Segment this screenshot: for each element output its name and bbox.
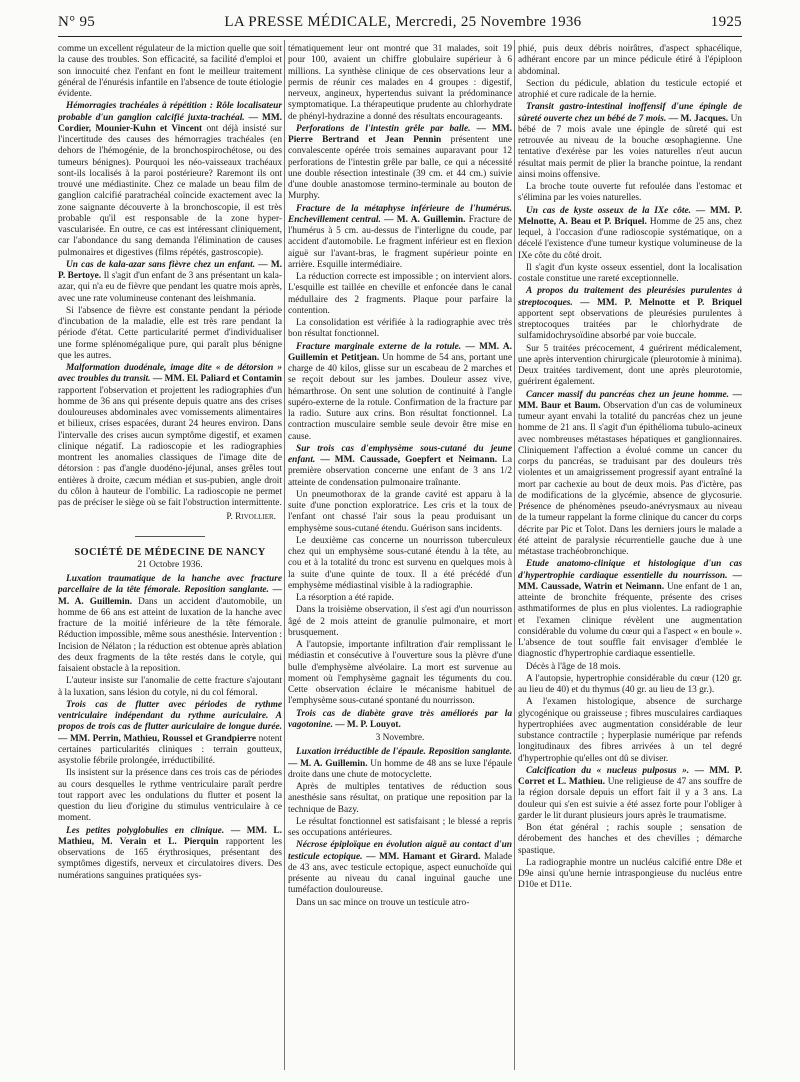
paragraph: Ils insistent sur la présence dans ces trois cas de périodes au cours desquelles le rythme ventriculaire paraît perdre tout rapport avec les ondulations du flutter et posent la question du lieu d'origine du stimulus ventriculaire à ce moment.: [58, 768, 282, 824]
article-authors: — MM. El. Paliard et Contamin: [152, 374, 282, 385]
paragraph: tématiquement leur ont montré que 31 malades, soit 19 pour 100, avaient un chiffre globulaire supérieur à 6 millions. La synthèse clinique de ces observations leur a permis de réunir ces malades en 4 groupes : digestif, nerveux, angineux, hypertendus suivant la prédominance symptomatique. La thérapeutique prudente au chlorhydrate de phényl-hydrazine a donné des résultats encourageants.: [288, 44, 512, 122]
article-title: A propos du traitement des pleurésies purulentes à streptocoques.: [518, 286, 742, 308]
article-text: Un bébé de 7 mois avale une épingle de sûreté qui est retrouvée au niveau de la bouche œsophagienne. Une tentative d'exérèse par les voies naturelles n'eut aucun résultat mais permit de plier la branche pointue, la rendant ainsi moins offensive.: [518, 113, 742, 180]
session-date: 3 Novembre.: [375, 733, 425, 743]
article-entry: [288, 840, 512, 896]
paragraph: La résorption a été rapide.: [296, 593, 394, 603]
section-heading: SOCIÉTÉ DE MÉDECINE DE NANCY: [74, 546, 266, 558]
article-authors: — M. P. Bertoye.: [58, 259, 282, 281]
paragraph: La broche toute ouverte fut refoulée dans l'estomac et s'élimina par les voies naturelles.: [518, 182, 742, 204]
paragraph: Il s'agit d'un kyste osseux essentiel, dont la localisation costale constitue une rareté exceptionnelle.: [518, 262, 742, 284]
article-title: Malformation duodénale, image dite « de détorsion » avec troubles du transit.: [58, 363, 282, 385]
article-text: Homme de 25 ans, chez lequel, à l'occasion d'une radioscopie systématique, on a décelé l'existence d'une tumeur kystique volumineuse de la IXe côte du côté droit.: [518, 216, 742, 261]
paragraph: A l'autopsie, importante infiltration d'air remplissant le médiastin et consécutive à l'ouverture sous la plèvre d'une bulle d'emphysème alvéolaire. La mort est survenue au moment où l'emphysème gagnait les téguments du cou. Cette observation éclaire le mécanisme habituel de l'emphysème sous-cutané spontané du nourrisson.: [288, 640, 512, 707]
article-entry: [58, 826, 282, 882]
article-text: Malade de 43 ans, avec testicule ectopique, aspect eunuchoïde qui présente au niveau du canal inguinal gauche une tuméfaction douloureuse.: [288, 851, 512, 896]
article-authors: — MM. P. Melnotte et P. Briquel: [580, 297, 742, 308]
article-text: rapportent l'observation et projettent les radiographies d'un homme de 36 ans qui présente depuis quatre ans des crises douloureuses abdominales avec vomissements alimentaires et bilieux, crises espacées, durant 24 heures environ. Dans l'intervalle des crises aucun symptôme digestif, et examen clinique négatif. La radioscopie et les radiographies montrent les anomalies classiques de l'image dite de détorsion : pas d'angle duodéno-jéjunal, anses grêles tout entières à droite, cæcum médian et sus-pubien, angle droit du côlon à hauteur de l'ombilic. La radioscopie ne permet pas de préciser le siège où se fait l'obstruction intermittente.: [58, 385, 282, 508]
article-authors: — M. Jacques.: [668, 113, 729, 124]
article-title: Etude anatomo-clinique et histologique d'un cas d'hypertrophie cardiaque essentielle du nourrisson.: [518, 559, 742, 581]
paragraph: A l'examen histologique, absence de surcharge glycogénique ou graisseuse ; fibres musculaires cardiaques hypertrophiées avec augmentation considérable de leur substance contractile ; hyperplasie numérique par refends longitudinaux des fibres arrivées à un tel degré d'hypertrophie qu'elles ont dû se diviser.: [518, 697, 742, 764]
session-date: 21 Octobre 1936.: [137, 559, 203, 570]
signature: P. Rivollier.: [226, 512, 276, 523]
paragraph: Le résultat fonctionnel est satisfaisant ; le blessé a repris ses occupations antérieures.: [288, 816, 512, 838]
article-title: Sur trois cas d'emphysème sous-cutané du jeune enfant.: [288, 443, 512, 465]
article-text: Une enfant de 1 an, atteinte de bronchite fréquente, présente des crises asthmatiformes de plus en plus violentes. La radiographie et l'examen clinique révèlent une augmentation considérable du volume du cœur qui a l'aspect « en boule ». L'absence de tout souffle fait envisager d'emblée le diagnostic d'hypertrophie cardiaque essentielle.: [518, 581, 742, 660]
article-title: Calcification du « nucleus pulposus ».: [526, 765, 690, 776]
paragraph: Sur 5 traitées précocement, 4 guérirent médicalement, une après intervention chirurgicale (pleurotomie à minima). Deux traitées tardivement, dont une après pleurotomie, guérirent également.: [518, 343, 742, 388]
column-rule: [284, 40, 285, 1070]
article-title: Hémorragies trachéales à répétition : Rôle localisateur probable d'un ganglion calcifié juxta-trachéal.: [58, 101, 282, 123]
paragraph: phié, puis deux débris noirâtres, d'aspect sphacélique, adhérant encore par un mince pédicule étiré à l'épiploon abdominal.: [518, 44, 742, 77]
article-title: Trois cas de flutter avec périodes de rythme ventriculaire indépendant du rythme auriculaire. A propos de trois cas de flutter auriculaire de longue durée.: [58, 699, 282, 733]
article-title: Luxation traumatique de la hanche avec fracture parcellaire de la tête fémorale. Reposition sanglante.: [58, 574, 282, 596]
article-entry: [58, 101, 282, 259]
column-1: [58, 44, 282, 1074]
article-authors: — MM. Caussade, Goepfert et Neimann.: [320, 455, 498, 465]
column-2: [288, 44, 512, 1074]
article-text: Un homme de 54 ans, portant une charge de 40 kilos, glisse sur un escabeau de 2 marches et se reçoit debout sur les jambes. Douleur assez vive, hémarthrose. On sent une solution de continuité à l'angle supéro-externe de la rotule. Confirmation de la fracture par la radio. Suture aux crins. Bon résultat fonctionnel. La contraction musculaire semble seule devoir être mise en cause.: [288, 352, 512, 442]
article-title: Les petites polyglobulies en clinique.: [66, 825, 225, 836]
article-title: Cancer massif du pancréas chez un jeune homme.: [526, 389, 729, 400]
article-title: Un cas de kala-azar sans fièvre chez un enfant.: [66, 259, 256, 270]
article-text: La première observation concerne une enfant de 3 ans 1/2 atteinte de condensation pulmonaire traînante.: [288, 455, 512, 488]
article-text: rapportent les observations de 165 érythrosiques, présentant des symptômes digestifs, nerveux et circulatoires divers. Des numérations sanguines pratiquées sys-: [58, 836, 282, 881]
article-text: Dans un accident d'automobile, un homme de 66 ans est atteint de luxation de la hanche avec fracture de la moitié inférieure de la tête fémorale. Réduction impossible, même sous anesthésie. Intervention : Incision de Nélaton ; la réduction est obtenue après ablation des deux fragments de la tête restés dans le cotyle, qui faisaient obstacle à la reposition.: [58, 596, 282, 674]
paragraph: Après de multiples tentatives de réduction sous anesthésie sans résultat, on pratique une reposition par la technique de Bazy.: [288, 782, 512, 815]
article-authors: — MM. Pierre Bertrand et Jean Pennin: [288, 123, 512, 145]
article-authors: — MM. A. Guillemin et Petitjean.: [288, 341, 512, 363]
article-authors: — MM. Cordier, Mounier-Kuhn et Vincent: [58, 112, 282, 134]
article-entry: [518, 559, 742, 660]
article-text: ont déjà insisté sur l'incertitude des causes des hémorragies trachéales (en dehors de l'hémogénie, de la bronchospirochétose, ou des tumeurs bénignes). Pourquoi les néo-vaisseaux trachéaux sont-ils localisés à la paroi postérieure? Raremont ils ont trouvé une médiastinite. Chez ce malade un beau film de ganglion calcifié paratrachéal coïncide exactement avec la zone saignante découverte à la bronchoscopie, il est très probable qu'il est responsable de la zone hyper-vascularisée. En outre, ce cas est intéressant cliniquement, car l'abondance du sang demanda l'élimination de causes pulmonaires et digestives (films répétés, gastroscopie).: [58, 123, 282, 258]
header-rule: [58, 36, 742, 37]
article-text: notent certaines particularités cliniques : terrain goutteux, asystolie fébrile prolongée, irréductibilité.: [58, 733, 282, 766]
article-title: Perforations de l'intestin grêle par balle.: [296, 123, 471, 134]
article-title: Fracture marginale externe de la rotule.: [296, 341, 462, 352]
article-text: Une religieuse de 47 ans souffre de la région dorsale depuis un effort fait il y a 3 ans. La douleur qui s'en est suivie a été assez forte pour l'obliger à garder le lit durant plusieurs jours après le traumatisme.: [518, 777, 742, 821]
column-3: [518, 44, 742, 1074]
article-authors: — MM. P. Melnotte, A. Beau et P. Briquel.: [518, 205, 742, 227]
paragraph: L'auteur insiste sur l'anomalie de cette fracture s'ajoutant à la luxation, sans lésion du cotyle, ni du col fémoral.: [58, 676, 282, 698]
article-authors: — MM. L. Mathieu, M. Verain et L. Pierquin: [58, 825, 282, 847]
paragraph: Dans un sac mince on trouve un testicule atro-: [296, 897, 470, 908]
article-entry: [518, 102, 742, 181]
paragraph: A l'autopsie, hypertrophie considérable du cœur (120 gr. au lieu de 40) et du thymus (40 gr. au lieu de 13 gr.).: [518, 673, 742, 695]
article-text: Observation d'un cas de volumineux tumeur ayant envahi la totalité du pancréas chez un jeune homme de 21 ans. Il s'agit d'un épithélioma tubulo-acineux avec nombreuses métastases hépatiques et ganglionnaires. Cliniquement l'affection a évolué comme un cancer du corps du pancréas, se traduisant par des douleurs très violentes et un amaigrissement progressif ayant entraîné la mort par cachexie au bout de deux mois. Pas d'ictère, pas de modifications de la glycémie, absence de glycosurie. Présence de phénomènes pseudo-anévrysmaux au niveau de la tumeur rappelant la forme clinique du cancer du corps décrite par Pic et Tolot. Dans les derniers jours le malade a été atteint de paralysie récurrentielle gauche due à une métastase trachéobronchique.: [518, 400, 742, 557]
paragraph: La consolidation est vérifiée à la radiographie avec très bon résultat fonctionnel.: [288, 318, 512, 340]
article-authors: — M. A. Guillemin.: [288, 758, 368, 769]
paragraph: La réduction correcte est impossible ; on intervient alors. L'esquille est taillée en cheville et enfoncée dans le canal médullaire des 2 fragments. Plaque pour parfaire la contention.: [288, 272, 512, 316]
article-authors: — M. A. Guillemin.: [58, 585, 282, 607]
article-text: Fracture de l'humérus à 5 cm. au-dessus de l'interligne du coude, par accident d'automobile. Le fragment inférieur est en flexion aiguë sur l'avant-bras, le fragment supérieur pointe en arrière. Esquille intermédiaire.: [288, 214, 512, 270]
paragraph: Si l'absence de fièvre est constante pendant la période d'incubation de la maladie, elle est très rare pendant la période d'état. Cette particularité permet d'individualiser une forme splénomégalique pure, qui paraît plus bénigne que les autres.: [58, 305, 282, 361]
article-entry: [518, 390, 742, 559]
article-text: Il s'agit d'un enfant de 3 ans présentant un kala-azar, qui n'a eu de fièvre que pendant les quatre mois après, avec une rate volumineuse contenant des leishmania.: [58, 271, 282, 304]
article-title: Luxation irréductible de l'épaule. Reposition sanglante.: [296, 747, 512, 758]
article-title: Un cas de kyste osseux de la IXe côte.: [526, 205, 691, 216]
paragraph: La radiographie montre un nucléus calcifié entre D8e et D9e ainsi qu'une hernie intraspongieuse du nucléus entre D10e et D11e.: [518, 857, 742, 891]
publication-title: LA PRESSE MÉDICALE, Mercredi, 25 Novembre 1936: [224, 14, 582, 30]
article-entry: [58, 700, 282, 768]
article-authors: — MM. Baur et Baum.: [518, 389, 742, 411]
article-title: Transit gastro-intestinal inoffensif d'une épingle de sûreté ouverte chez un bébé de 7 mois.: [518, 102, 742, 124]
masthead: [58, 14, 742, 34]
article-entry: [288, 709, 512, 732]
article-entry: [58, 363, 282, 509]
article-entry: [288, 342, 512, 443]
article-entry: [58, 260, 282, 305]
paragraph: Dans la troisième observation, il s'est agi d'un nourrisson âgé de 2 mois atteint de granulie pulmonaire, et mort brusquement.: [288, 605, 512, 638]
article-entry: [518, 286, 742, 342]
paragraph: Le deuxième cas concerne un nourrisson tuberculeux chez qui un emphysème sous-cutané étendu à la tête, au cou et à la totalité du tronc est survenu en quelques mois à la suite d'une quinte de toux. Il a été précédé d'un emphysème médiastinal visible à la radiographie.: [288, 535, 512, 591]
paragraph: Section du pédicule, ablation du testicule ectopié et atrophié et cure radicale de la hernie.: [518, 78, 742, 100]
article-authors: — MM. Perrin, Mathieu, Roussel et Grandpierre: [58, 733, 256, 744]
article-authors: — M. A. Guillemin.: [384, 214, 466, 225]
article-entry: [288, 747, 512, 781]
article-text: apportent sept observations de pleurésies purulentes à streptocoques traitées par le chlorhydrate de sulfamidochrysoïdine absorbé par voie buccale.: [518, 308, 742, 342]
paragraph: comme un excellent régulateur de la miction quelle que soit la cause des troubles. Son efficacité, sa facilité d'emploi et son innocuité chez l'enfant en font le meilleur traitement général de l'énurésis infantile en l'absence de toute étiologie évidente.: [58, 44, 282, 99]
page-number: 1925: [710, 14, 742, 30]
article-entry: [288, 444, 512, 489]
article-entry: [518, 206, 742, 262]
article-authors: — MM. Hamant et Girard.: [366, 851, 481, 862]
article-authors: — MM. P. Corret et L. Mathieu.: [518, 765, 742, 787]
article-text: Un homme de 48 ans se luxe l'épaule droite dans une chute de motocyclette.: [288, 758, 512, 780]
issue-number: N° 95: [58, 14, 96, 30]
paragraph: Décès à l'âge de 18 mois.: [526, 661, 621, 672]
article-entry: [518, 766, 742, 822]
paragraph: Un pneumothorax de la grande cavité est apparu à la suite d'une ponction exploratrice. Les cris et la toux de l'enfant ont chassé l'air sous la peau produisant un emphysème sous-cutané étendu. Guérison sans incidents.: [288, 489, 512, 534]
article-entry: [288, 204, 512, 272]
article-entry: [288, 124, 512, 203]
column-rule: [514, 40, 515, 1070]
article-text: présentent une convalescente opérée trois semaines auparavant pour 12 perforations de l'intestin grêle par balle, ce qui a nécessité une double résection intestinale (39 cm. et 44 cm.) suivie d'une double anastomose termino-terminale au bouton de Murphy.: [288, 135, 512, 202]
article-title: Nécrose épiploïque en évolution aiguë au contact d'un testicule ectopique.: [288, 840, 512, 862]
article-title: Fracture de la métaphyse inférieure de l'humérus. Enchevillement central.: [288, 203, 512, 225]
article-title: Trois cas de diabète grave très améliorés par la vagotonine.: [288, 708, 512, 730]
article-authors: — MM. Caussade, Watrin et Neimann.: [518, 570, 742, 592]
article-authors: — M. P. Louyot.: [335, 719, 401, 730]
article-entry: [58, 574, 282, 675]
section-separator: [135, 536, 205, 537]
paragraph: Bon état général ; rachis souple ; sensation de dérobement des hanches et des chevilles ; démarche spastique.: [518, 823, 742, 856]
